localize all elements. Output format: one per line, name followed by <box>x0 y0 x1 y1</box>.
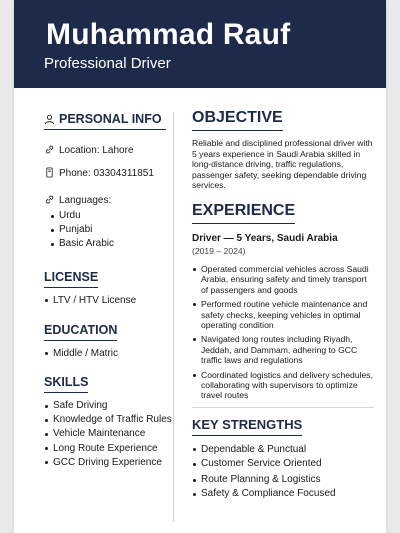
key-strengths-section <box>192 416 374 502</box>
resume-page <box>14 0 386 533</box>
license-section <box>44 268 166 308</box>
list-item: Punjabi <box>50 223 166 237</box>
skills-list <box>44 399 172 470</box>
languages-label: Languages: <box>59 195 112 206</box>
job-years: (2019 – 2024) <box>192 245 246 256</box>
personal-info-section <box>44 112 166 252</box>
list-item: Dependable & Punctual <box>192 443 374 457</box>
experience-section <box>192 202 374 401</box>
skills-section <box>44 373 172 470</box>
objective-text: Reliable and disciplined professional driver with 5 years experience in Saudi Arabia skilled in long-distance driving, traffic regulations, passenger safety, seeking dependable driving services. <box>192 138 373 191</box>
education-section <box>44 321 166 361</box>
personal-info-title <box>44 112 166 130</box>
location-text: Location: Lahore <box>59 145 134 156</box>
column-divider <box>173 112 174 522</box>
education-list <box>44 347 166 361</box>
link-icon <box>44 194 55 205</box>
list-item: Middle / Matric <box>44 347 166 361</box>
person-icon <box>44 114 55 125</box>
key-strengths-list <box>192 443 374 502</box>
list-item: Safe Driving <box>44 399 166 413</box>
license-list <box>44 294 166 308</box>
key-strengths-title: KEY STRENGTHS <box>192 417 302 436</box>
personal-info-title-text: PERSONAL INFO <box>59 112 162 126</box>
list-item: GCC Driving Experience <box>44 456 166 470</box>
license-title: LICENSE <box>44 270 98 288</box>
candidate-name: Muhammad Rauf <box>46 18 291 51</box>
skills-title: SKILLS <box>44 375 88 393</box>
resume-header <box>14 0 386 88</box>
phone-text: Phone: 03304311851 <box>59 168 154 179</box>
list-item: Navigated long routes including Riyadh, Jeddah, and Dammam, adhering to GCC traffic laws and regulations <box>192 334 374 365</box>
phone-row <box>44 167 166 180</box>
objective-section <box>192 109 374 191</box>
languages-row <box>44 194 166 207</box>
education-title: EDUCATION <box>44 323 117 341</box>
candidate-role: Professional Driver <box>44 55 171 72</box>
link-icon <box>44 144 55 155</box>
list-item: Coordinated logistics and delivery schedules, collaborating with supervisors to optimize travel routes <box>192 370 374 401</box>
phone-icon <box>44 167 55 178</box>
list-item: Performed routine vehicle maintenance and safety checks, keeping vehicles in optimal operating condition <box>192 299 374 330</box>
list-item: Customer Service Oriented <box>192 457 374 471</box>
experience-list <box>192 264 374 401</box>
experience-title: EXPERIENCE <box>192 202 295 224</box>
list-item: Operated commercial vehicles across Saudi Arabia, ensuring safety and timely transport of passengers and goods <box>192 264 374 295</box>
languages-list <box>50 209 166 252</box>
list-item: Knowledge of Traffic Rules <box>44 413 166 427</box>
job-title: Driver — 5 Years, Saudi Arabia <box>192 232 338 244</box>
right-column <box>192 109 374 502</box>
location-row <box>44 144 166 157</box>
list-item: Urdu <box>50 209 166 223</box>
list-item: Route Planning & Logistics <box>192 473 374 487</box>
list-item: Basic Arabic <box>50 237 166 251</box>
list-item: Vehicle Maintenance <box>44 427 166 441</box>
list-item: LTV / HTV License <box>44 294 166 308</box>
list-item: Long Route Experience <box>44 442 166 456</box>
objective-title: OBJECTIVE <box>192 109 283 131</box>
section-divider <box>192 407 374 408</box>
left-column <box>44 112 172 470</box>
list-item: Safety & Compliance Focused <box>192 487 374 501</box>
